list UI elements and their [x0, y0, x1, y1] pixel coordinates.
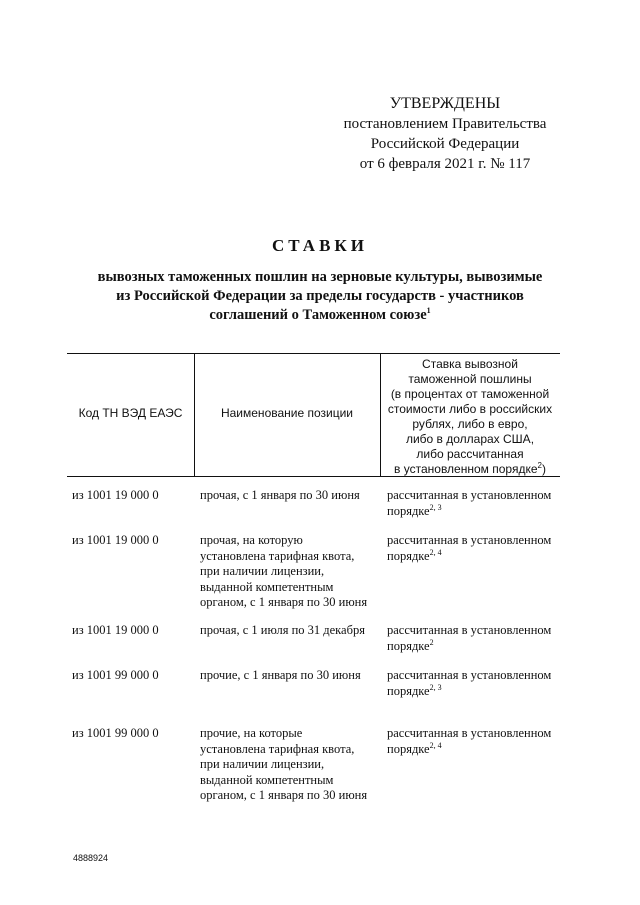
approval-line-government: Российской Федерации: [370, 136, 520, 152]
header-rate: [380, 357, 560, 477]
header-rate-line: (в процентах от таможенной: [390, 387, 550, 401]
document-subtitle: [60, 268, 580, 325]
header-rate-line: рублях, либо в евро,: [412, 417, 528, 431]
header-rate-line: Ставка вывозной: [422, 357, 518, 371]
cell-rate-text: порядке: [387, 548, 430, 563]
cell-rate-line: [387, 684, 587, 700]
subtitle-line: из Российской Федерации за пределы государств - участников: [116, 288, 524, 304]
footnote-ref: 2: [537, 461, 542, 470]
cell-name: [200, 726, 378, 804]
cell-code: из 1001 99 000 0: [72, 726, 159, 740]
document-number: 4888924: [73, 853, 109, 863]
cell-rate: [387, 533, 587, 564]
header-rate-line: [380, 462, 560, 477]
cell-rate: [387, 623, 587, 654]
table-top-rule: [67, 353, 560, 354]
header-rate-line: стоимости либо в российских: [387, 402, 553, 416]
cell-name-line: прочая, на которую: [200, 533, 303, 547]
cell-rate-line: рассчитанная в установленном: [387, 726, 552, 740]
cell-rate-text: порядке: [387, 683, 430, 698]
header-code: Код ТН ВЭД ЕАЭС: [78, 406, 183, 420]
cell-code: из 1001 19 000 0: [72, 488, 159, 502]
subtitle-text: соглашений о Таможенном союзе: [209, 307, 427, 323]
cell-rate-line: рассчитанная в установленном: [387, 533, 552, 547]
cell-rate-text: порядке: [387, 741, 430, 756]
header-rate-line: либо рассчитанная: [416, 447, 524, 461]
cell-name-line: прочие, с 1 января по 30 июня: [200, 668, 361, 682]
cell-rate-line: рассчитанная в установленном: [387, 668, 552, 682]
footnote-ref: 1: [426, 306, 431, 316]
header-name: Наименование позиции: [220, 406, 354, 420]
approval-block: [330, 94, 560, 174]
header-rate-text: в установленном порядке: [394, 462, 538, 476]
cell-rate-line: [387, 639, 587, 655]
footnote-ref: 2, 3: [429, 682, 442, 692]
document-title: СТАВКИ: [272, 236, 368, 255]
cell-rate-line: [387, 742, 587, 758]
footnote-ref: 2, 3: [429, 502, 442, 512]
subtitle-line: [60, 306, 580, 325]
cell-name-line: прочие, на которые: [200, 726, 303, 740]
cell-name: [200, 668, 378, 684]
cell-name-line: установлена тарифная квота,: [200, 741, 355, 756]
header-rate-close: ): [541, 462, 546, 476]
cell-rate-line: [387, 549, 587, 565]
cell-name-line: выданной компетентным: [200, 579, 334, 594]
cell-name: [200, 533, 378, 611]
cell-rate-line: рассчитанная в установленном: [387, 623, 552, 637]
approval-line-resolution: постановлением Правительства: [343, 116, 547, 132]
cell-name-line: при наличии лицензии,: [200, 757, 325, 771]
cell-name-line: прочая, с 1 июля по 31 декабря: [200, 623, 365, 637]
subtitle-line: вывозных таможенных пошлин на зерновые культуры, вывозимые: [97, 269, 543, 285]
approval-heading: УТВЕРЖДЕНЫ: [389, 95, 501, 112]
footnote-ref: 2, 4: [429, 547, 442, 557]
cell-rate-text: порядке: [387, 638, 430, 653]
cell-code: из 1001 99 000 0: [72, 668, 159, 682]
cell-name-line: прочая, с 1 января по 30 июня: [200, 488, 360, 502]
cell-name-line: при наличии лицензии,: [200, 564, 325, 578]
cell-name-line: органом, с 1 января по 30 июня: [200, 788, 368, 802]
cell-code: из 1001 19 000 0: [72, 623, 159, 637]
cell-name: [200, 623, 378, 639]
cell-rate-line: [387, 504, 587, 520]
footnote-ref: 2, 4: [429, 740, 442, 750]
cell-rate-text: порядке: [387, 503, 430, 518]
cell-name-line: выданной компетентным: [200, 772, 334, 787]
cell-name-line: органом, с 1 января по 30 июня: [200, 595, 368, 609]
footnote-ref: 2: [429, 637, 434, 647]
cell-rate: [387, 668, 587, 699]
approval-line-date: от 6 февраля 2021 г. № 117: [359, 156, 531, 172]
cell-name: [200, 488, 378, 504]
cell-rate: [387, 726, 587, 757]
cell-name-line: установлена тарифная квота,: [200, 548, 355, 563]
cell-rate: [387, 488, 587, 519]
header-rate-line: таможенной пошлины: [408, 372, 532, 386]
cell-code: из 1001 19 000 0: [72, 533, 159, 547]
cell-rate-line: рассчитанная в установленном: [387, 488, 552, 502]
header-rate-line: либо в долларах США,: [405, 432, 535, 446]
